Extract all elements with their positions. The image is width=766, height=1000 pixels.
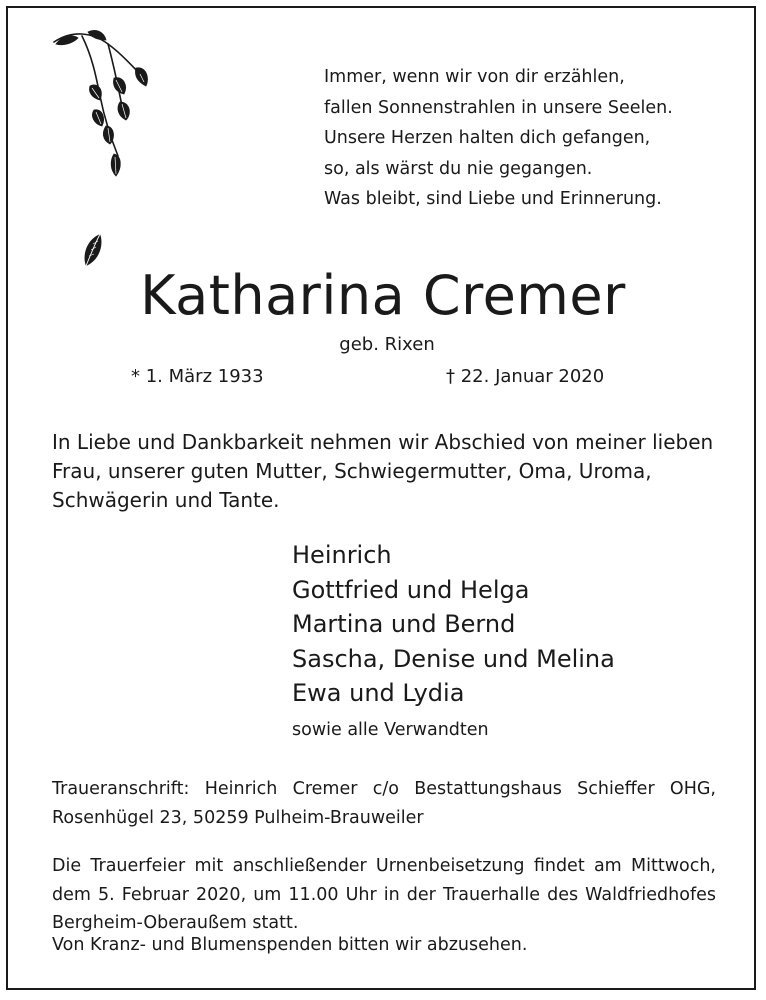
poem-line: so, als wärst du nie gegangen.	[324, 158, 593, 179]
deceased-name: Katharina Cremer	[140, 264, 626, 327]
mourning-address: Traueranschrift: Heinrich Cremer c/o Bestattungshaus Schieffer OHG, Rosenhügel 23, 50259 Pulheim-Brauweiler	[52, 779, 716, 828]
family-member: Ewa und Lydia	[292, 679, 465, 707]
ceremony-info: Die Trauerfeier mit anschließender Urnenbeisetzung findet am Mittwoch, dem 5. Februar 2020, um 11.00 Uhr in der Trauerhalle des Waldfriedhofes Bergheim-Oberaußem statt.	[52, 856, 716, 933]
poem-line: Immer, wenn wir von dir erzählen,	[324, 67, 625, 87]
family-member: Sascha, Denise und Melina	[292, 644, 615, 673]
birth-name: geb. Rixen	[339, 334, 435, 355]
poem-line: fallen Sonnenstrahlen in unsere Seelen.	[324, 97, 673, 118]
death-date: † 22. Januar 2020	[446, 366, 605, 387]
family-list	[292, 538, 615, 711]
flowers-note: Von Kranz- und Blumenspenden bitten wir abzusehen.	[52, 935, 528, 955]
intro-text: In Liebe und Dankbarkeit nehmen wir Abschied von meiner lieben Frau, unserer guten Mutter, Schwiegermutter, Oma, Uroma, Schwägerin und Tante.	[52, 430, 714, 512]
poem	[324, 62, 673, 215]
poem-line: Was bleibt, sind Liebe und Erinnerung.	[324, 189, 662, 209]
birth-date: * 1. März 1933	[131, 366, 264, 387]
family-member: Gottfried und Helga	[292, 575, 530, 604]
poem-line: Unsere Herzen halten dich gefangen,	[324, 128, 651, 148]
family-member: Martina und Bernd	[292, 610, 516, 638]
birch-branch-icon	[52, 26, 152, 186]
family-member: Heinrich	[292, 541, 392, 569]
relatives-note: sowie alle Verwandten	[292, 720, 489, 740]
